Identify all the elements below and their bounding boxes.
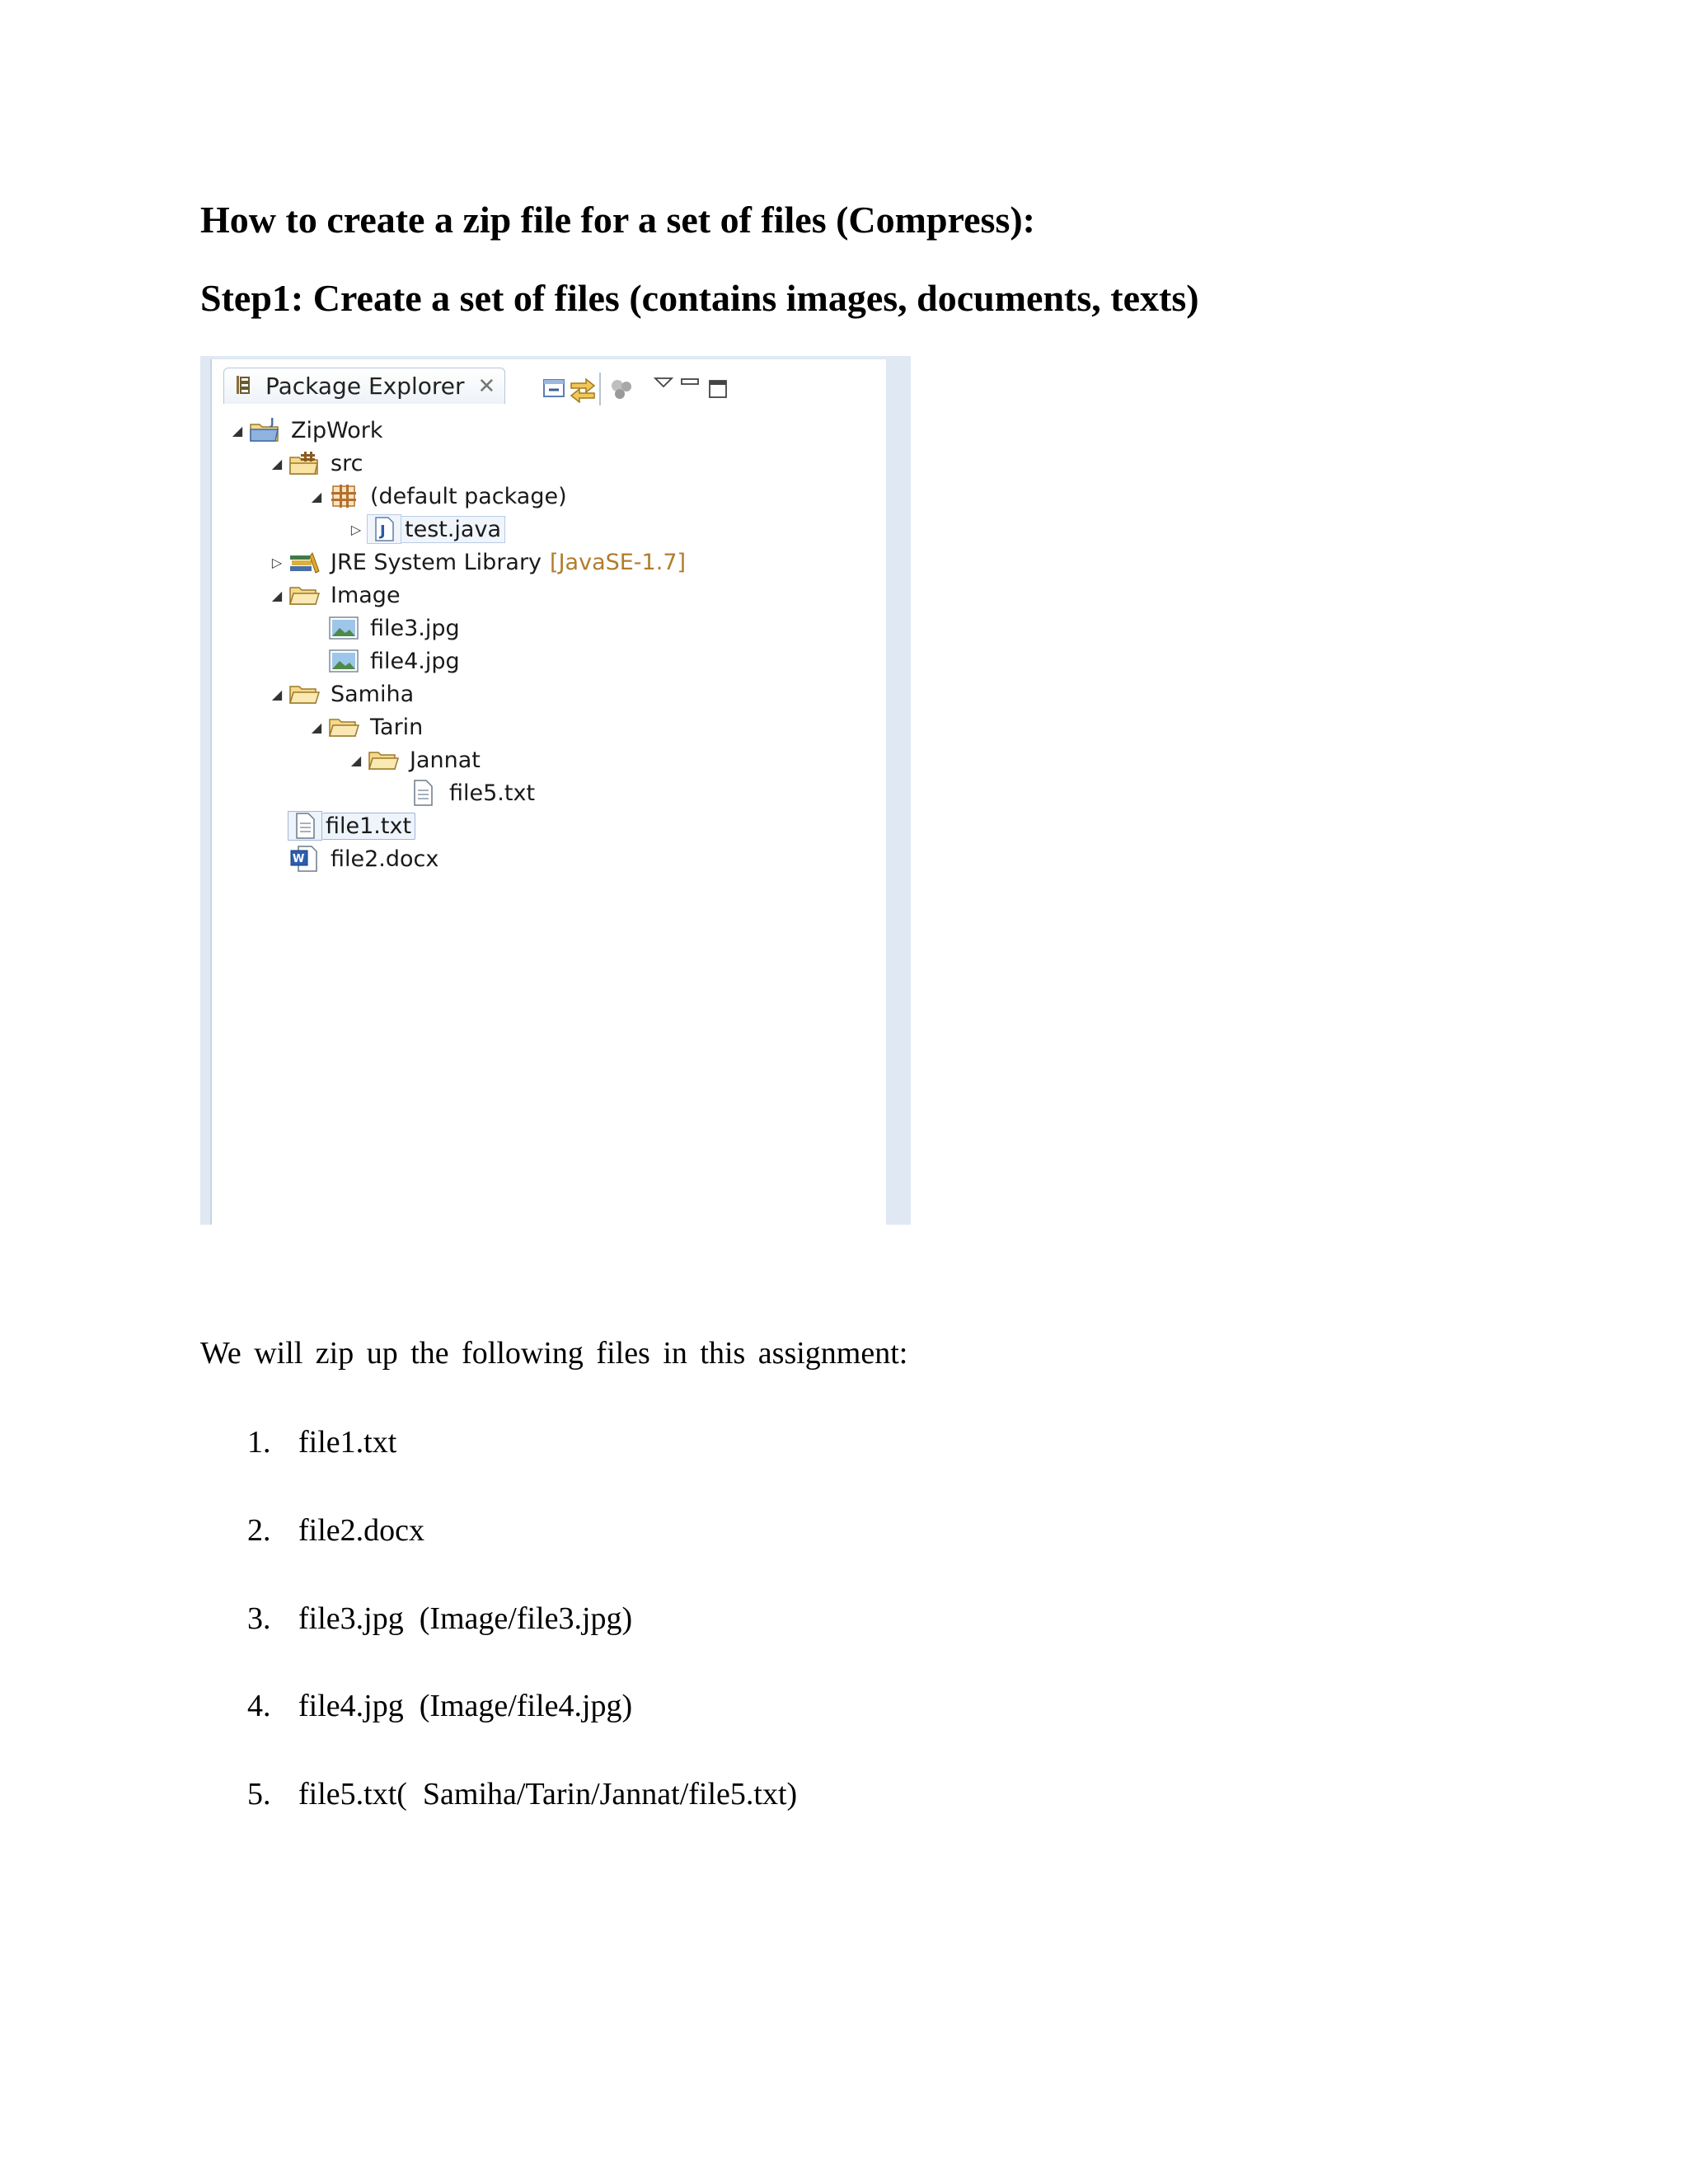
text-file-icon [288,811,322,841]
minimize-icon[interactable] [675,368,705,397]
tab-package-explorer[interactable] [223,368,505,404]
tree-item-label: file2.docx [331,846,439,872]
folder-icon [367,746,400,774]
tree-item-test-java[interactable] [345,513,505,546]
tree-item-label: src [331,450,363,476]
heading-title: How to create a zip file for a set of files (Compress): [200,199,1035,241]
tree-item-default-package[interactable] [306,480,570,513]
tree-item-label: Samiha [331,681,415,707]
word-file-icon [288,845,321,873]
package-explorer-screenshot [200,356,911,1225]
expanded-arrow-icon[interactable]: ◢ [311,719,322,735]
tree-item-label: ZipWork [291,417,383,443]
tree-item-image-folder[interactable] [266,579,404,612]
image-file-icon [327,647,360,675]
expanded-arrow-icon[interactable]: ◢ [350,752,362,768]
focus-task-icon[interactable] [607,374,637,404]
image-file-icon [327,614,360,642]
tree-item-jannat-folder[interactable] [345,743,484,776]
tree-item-file3-jpg[interactable] [306,612,463,644]
tree-item-jre-system-library[interactable] [266,546,686,579]
tree-item-label: file1.txt [322,813,415,840]
tree-item-label: Jannat [410,747,481,773]
tree-item-label: file3.jpg [370,615,460,641]
package-explorer-icon [234,374,254,399]
package-explorer-view [210,359,886,1225]
tree-item-samiha-folder[interactable] [266,677,417,710]
tree-item-file2-docx[interactable] [266,842,442,875]
library-version-decoration: [JavaSE-1.7] [550,549,687,575]
close-icon[interactable]: ✕ [477,373,496,399]
tree-item-zipwork[interactable] [227,414,387,447]
tree-item-label: JRE System Library [331,549,542,575]
list-item: 1. file1.txt [247,1425,397,1460]
list-item: 4. file4.jpg (Image/file4.jpg) [247,1689,633,1723]
tree-item-tarin-folder[interactable] [306,710,426,743]
text-file-icon [406,779,439,807]
tree-item-file5-txt[interactable] [385,776,538,809]
folder-icon [327,713,360,741]
expanded-arrow-icon[interactable]: ◢ [311,488,322,504]
collapse-all-icon[interactable] [540,374,570,404]
svg-text:W: W [293,853,305,865]
package-icon [327,482,360,510]
maximize-icon[interactable] [703,374,733,404]
source-folder-icon [288,449,321,477]
tree-item-label: test.java [401,516,505,543]
view-menu-icon[interactable] [649,368,678,397]
expanded-arrow-icon[interactable]: ◢ [271,686,283,702]
toolbar-separator [599,373,601,405]
collapsed-arrow-icon[interactable]: ▷ [350,521,362,537]
folder-icon [288,680,321,708]
tree-item-src[interactable] [266,447,366,480]
link-with-editor-icon[interactable] [568,374,598,404]
expanded-arrow-icon[interactable]: ◢ [271,455,283,471]
list-item: 3. file3.jpg (Image/file3.jpg) [247,1601,633,1636]
java-project-icon [248,416,281,444]
java-file-icon [367,514,401,544]
tree-item-file1-txt[interactable] [266,809,415,842]
collapsed-arrow-icon[interactable]: ▷ [271,554,283,570]
library-icon [288,548,321,576]
heading-step1: Step1: Create a set of files (contains images, documents, texts) [200,277,1199,319]
tree-item-label: Image [331,582,401,608]
tab-label: Package Explorer [265,373,465,400]
folder-icon [288,581,321,609]
tree-item-label: file5.txt [449,780,536,806]
svg-text:J: J [270,416,274,428]
intro-paragraph: We will zip up the following files in this assignment: [200,1336,908,1371]
expanded-arrow-icon[interactable]: ◢ [232,422,243,438]
tree-item-label: file4.jpg [370,648,460,674]
tree-item-label: (default package) [370,483,567,509]
list-item: 5. file5.txt( Samiha/Tarin/Jannat/file5.txt) [247,1777,798,1811]
tree-item-file4-jpg[interactable] [306,644,463,677]
tree-item-label: Tarin [370,714,424,740]
expanded-arrow-icon[interactable]: ◢ [271,587,283,603]
svg-text:J: J [380,523,386,540]
list-item: 2. file2.docx [247,1513,425,1548]
